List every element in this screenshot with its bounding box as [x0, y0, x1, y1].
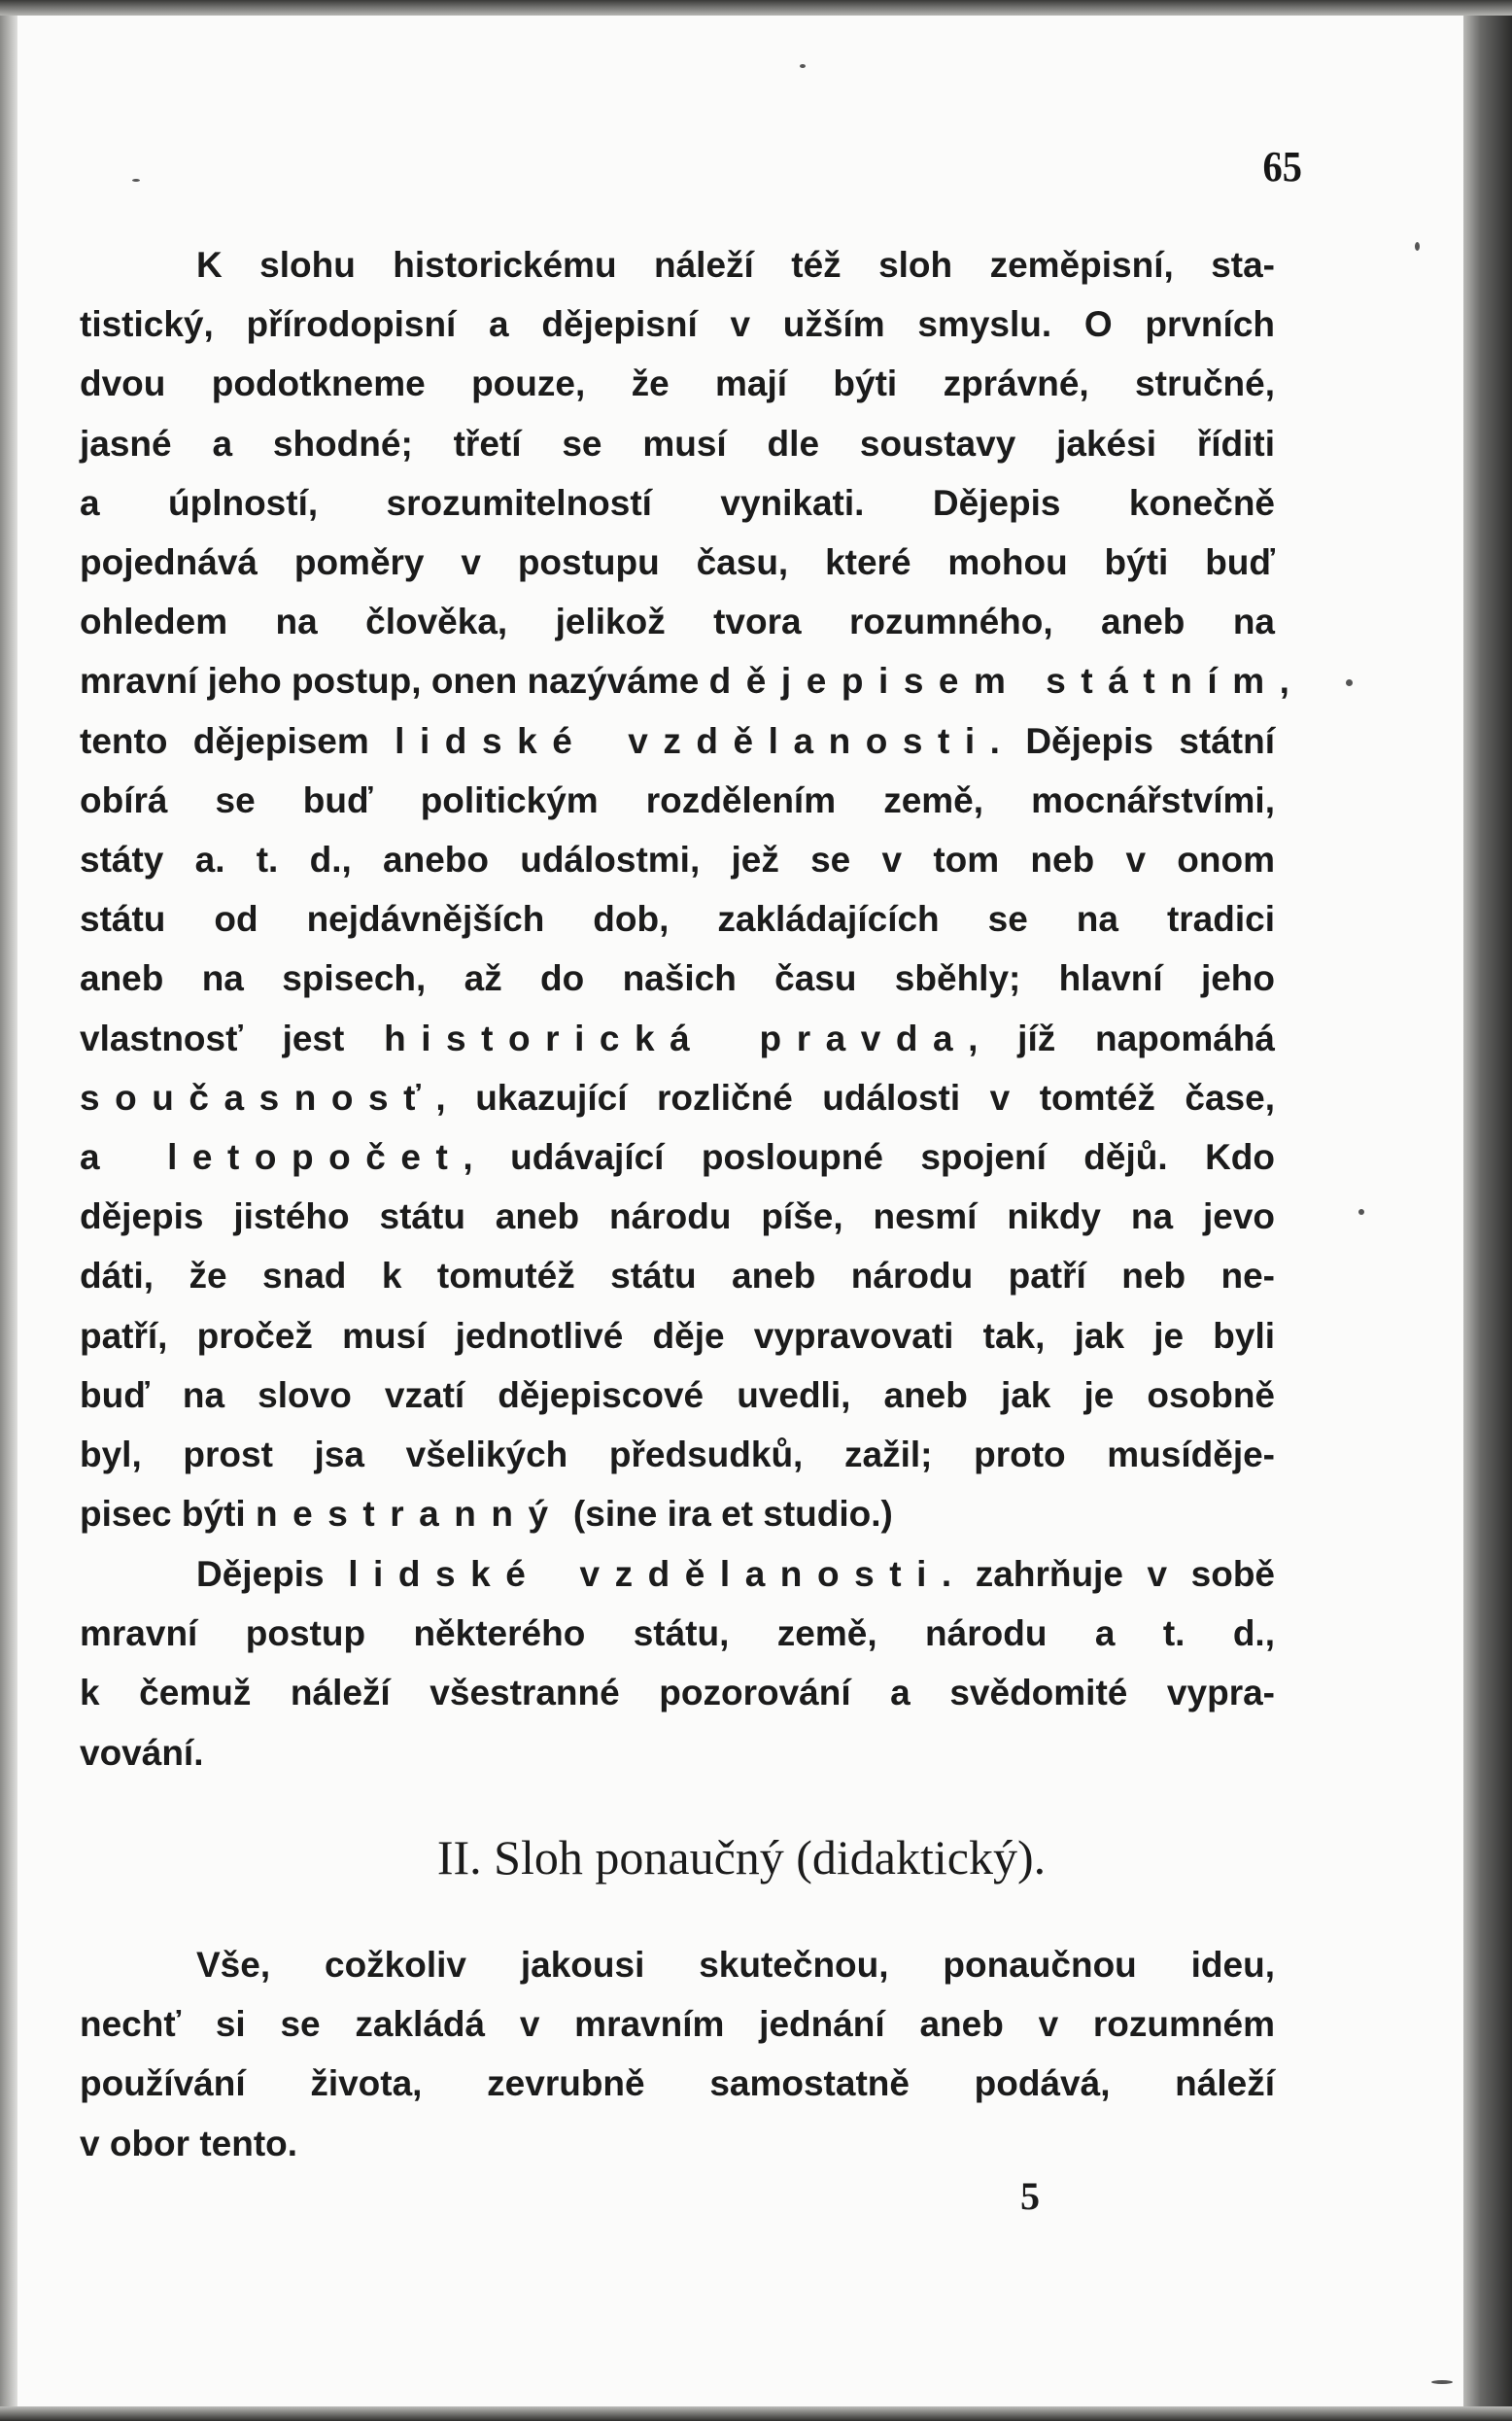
text-line: Vše, cožkoliv jakousi skutečnou, ponaučnou ideu, [196, 1945, 1275, 1985]
page-edge-bottom [0, 2406, 1512, 2421]
text-line: k čemuž náleží všestranné pozorování a svědomité vypra- [80, 1673, 1275, 1713]
emphasized-term: nestranný [255, 1494, 564, 1535]
text-line [80, 1484, 1275, 1543]
text-line: K slohu historickému náleží též sloh zeměpisní, sta- [196, 245, 1275, 285]
text-segment: vlastnosť jest [80, 1018, 385, 1058]
text-line: patří, pročež musí jednotlivé děje vypravovati tak, jak je byli [80, 1315, 1275, 1356]
text-line: aneb na spisech, až do našich času sběhly; hlavní jeho [80, 958, 1275, 999]
page-speck [132, 179, 140, 182]
text-line: nechť si se zakládá v mravním jednání aneb v rozumném [80, 2004, 1275, 2045]
text-line: buď na slovo vzatí dějepiscové uvedli, aneb jak je osobně [80, 1374, 1275, 1415]
page-speck [800, 64, 806, 68]
page-edge-right [1463, 0, 1512, 2421]
text-line: v obor tento. [80, 2123, 298, 2163]
text-line [80, 1068, 1275, 1127]
emphasized-term: dějepisem státním [708, 661, 1280, 702]
text-line: dáti, že snad k tomutéž státu aneb národu patří neb ne- [80, 1256, 1275, 1297]
text-segment: . zahrňuje v sobě [941, 1554, 1275, 1594]
emphasized-term: lidské vzdělanosti [348, 1554, 942, 1594]
emphasized-term: historická pravda [384, 1018, 969, 1058]
text-line [80, 1544, 1275, 1604]
text-line: jasné a shodné; třetí se musí dle soustavy jakési říditi [80, 423, 1275, 464]
text-line: ohledem na člověka, jelikož tvora rozumného, aneb na [80, 602, 1275, 642]
text-line: používání života, zevrubně samostatně podává, náleží [80, 2063, 1275, 2104]
text-segment: (sine ira et studio.) [563, 1494, 893, 1535]
emphasized-term: lidské vzdělanosti [395, 720, 990, 761]
text-segment: mravní jeho postup, onen nazýváme [80, 661, 709, 702]
text-line: mravní postup některého státu, země, národu a t. d., [80, 1613, 1275, 1654]
text-line: vování. [80, 1732, 204, 1773]
text-line: obírá se buď politickým rozdělením země, mocnářstvími, [80, 779, 1275, 820]
text-line [80, 711, 1275, 771]
page-speck [1415, 242, 1420, 251]
text-line: byl, prost jsa všelikých předsudků, zažil; proto musíděje- [80, 1435, 1275, 1475]
emphasized-term: současnosť [80, 1077, 436, 1118]
text-segment: , ukazující rozličné události v tomtéž čase, [435, 1077, 1275, 1118]
text-segment: , udávající posloupné spojení dějů. Kdo [463, 1137, 1275, 1178]
text-line: a úplností, srozumitelností vynikati. Dějepis konečně [80, 482, 1275, 523]
signature-mark: 5 [1020, 2174, 1040, 2218]
paragraph-historic-style [80, 235, 1289, 1543]
section-heading: II. Sloh ponaučný (didaktický). [436, 1830, 1047, 1885]
text-line: státy a. t. d., anebo událostmi, jež se v tom neb v onom [80, 840, 1275, 881]
text-line: tistický, přírodopisní a dějepisní v užším smyslu. O prvních [80, 304, 1275, 345]
paragraph-didactic-style [80, 1935, 1275, 2173]
page-edge-top [0, 0, 1512, 16]
text-segment: pisec býti [80, 1494, 256, 1535]
text-segment: . Dějepis státní [989, 720, 1276, 761]
page-speck [1346, 679, 1353, 686]
page-speck [1431, 2380, 1453, 2384]
text-line: dvou podotkneme pouze, že mají býti zprávné, stručné, [80, 363, 1275, 404]
book-page [17, 14, 1465, 2406]
page-speck [1358, 1209, 1364, 1215]
text-line [80, 651, 1289, 710]
text-segment: , [1279, 661, 1289, 702]
page-number: 65 [1262, 143, 1302, 190]
emphasized-term: a letopočet [80, 1137, 464, 1178]
text-segment: tento dějepisem [80, 720, 395, 761]
text-line: pojednává poměry v postupu času, které mohou býti buď [80, 542, 1275, 583]
text-line [80, 1009, 1275, 1068]
text-line: státu od nejdávnějších dob, zakládajících se na tradici [80, 899, 1275, 940]
page-edge-left [0, 0, 17, 2421]
text-segment: , jíž napomáhá [968, 1018, 1276, 1058]
text-segment: Dějepis [196, 1554, 349, 1594]
text-line: dějepis jistého státu aneb národu píše, nesmí nikdy na jevo [80, 1196, 1275, 1237]
paragraph-cultural-history [80, 1544, 1275, 1782]
text-line [80, 1127, 1275, 1187]
